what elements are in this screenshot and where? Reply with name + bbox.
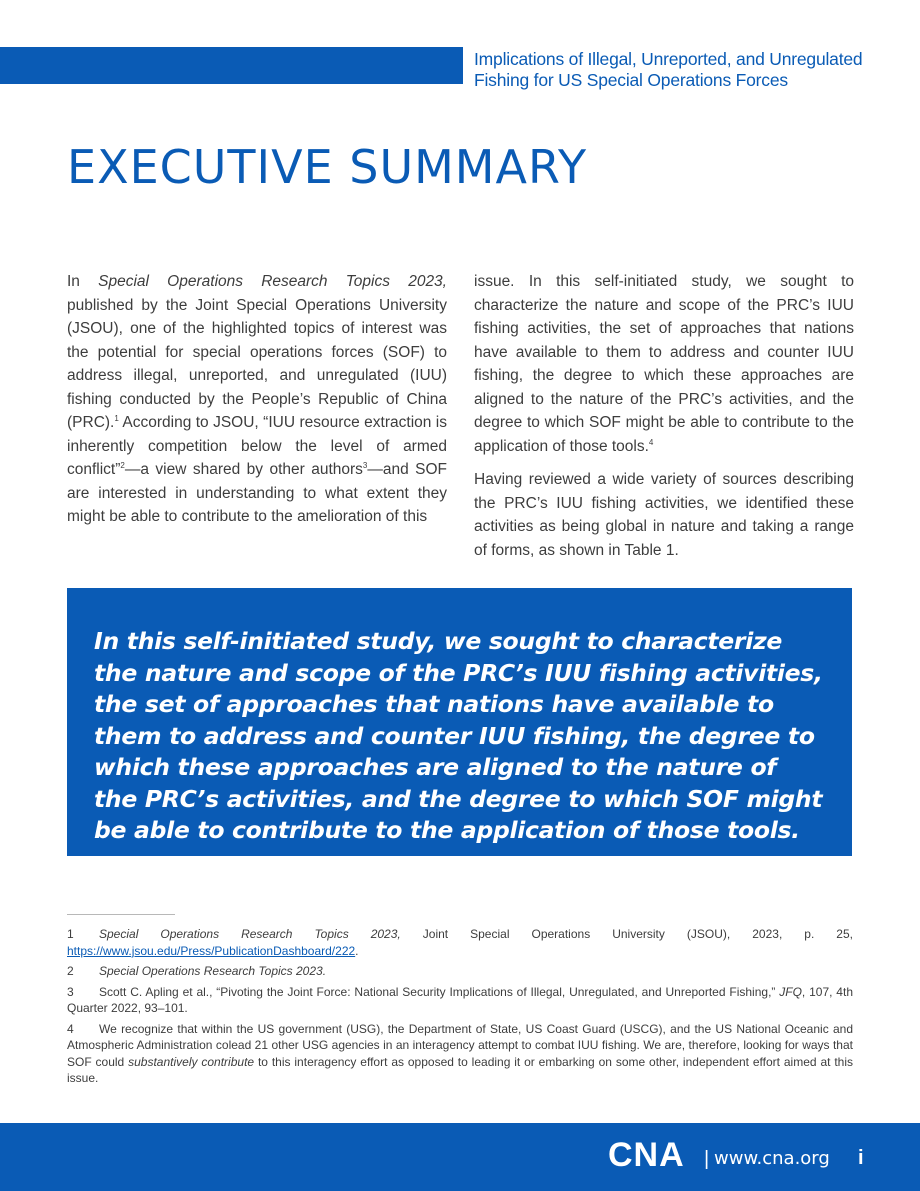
- body-paragraph-1: In Special Operations Research Topics 2023, published by the Joint Special Operations University (JSOU), one of the highlighted topics of interest was the potential for special operations forces (SOF) to address illegal, unreported, and unregulated (IUU) fishing conducted by the People’s Republic of China (PRC).$^1$ According to JSOU, “IUU resource extraction is inherently competition below the level of armed conflict”$^2$—a view shared by other authors$^3$—and SOF are interested in understanding to what extent they might be able to contribute to the amelioration of this: [67, 273, 448, 525]
- report-title: [474, 49, 894, 91]
- footnote-1-link[interactable]: https://www.jsou.edu/Press/PublicationDashboard/222: [67, 943, 356, 958]
- footnotes: [67, 926, 853, 1091]
- footnote-divider: [67, 914, 175, 915]
- footnote-2: 2 Special Operations Research Topics 2023.: [67, 964, 327, 978]
- body-column-right: [474, 270, 854, 572]
- cna-logo: CNA: [608, 1136, 685, 1174]
- footer-website-link[interactable]: www.cna.org: [714, 1148, 830, 1169]
- footnote-ref-4[interactable]: 4: [648, 437, 654, 447]
- footnote-ref-2[interactable]: 2: [120, 460, 125, 470]
- footnote-ref-3[interactable]: 3: [362, 460, 368, 470]
- footnote-3: 3 Scott C. Apling et al., “Pivoting the Joint Force: National Security Implications of Illegal, Unregulated, and Unreported Fishing,” JFQ, 107, 4th Quarter 2022, 93–101.: [67, 984, 853, 1015]
- footnote-1: 1 Special Operations Research Topics 2023, Joint Special Operations University (JSOU), 2023, p. 25, https://www.jsou.edu/Press/PublicationDashboard/222.: [67, 927, 853, 958]
- page-number: i: [858, 1147, 864, 1169]
- report-title-line-2: Fishing for US Special Operations Forces: [474, 70, 788, 90]
- report-title-line-1: Implications of Illegal, Unreported, and Unregulated: [474, 49, 863, 69]
- pull-quote-text: In this self-initiated study, we sought to characterize the nature and scope of the PRC’s IUU fishing activities, the set of approaches that nations have available to them to address and counter IUU fishing, the degree to which these approaches are aligned to the nature of the PRC’s activities, and the degree to which SOF might be able to contribute to the application of those tools.: [94, 627, 823, 844]
- header-accent-bar: [0, 47, 463, 84]
- page-heading: EXECUTIVE SUMMARY: [67, 140, 588, 194]
- footer-separator: |: [704, 1148, 710, 1170]
- body-column-left: [67, 270, 447, 539]
- body-paragraph-1-continued: issue. In this self-initiated study, we sought to characterize the nature and scope of the PRC’s IUU fishing activities, the set of approaches that nations have available to them to address and counter IUU fishing, the degree to which these approaches are aligned to the nature of the PRC’s activities, and the degree to which SOF might be able to contribute to the application of those tools.$^4$: [474, 273, 854, 455]
- footnote-ref-1[interactable]: 1: [114, 413, 119, 423]
- footnote-4: 4 We recognize that within the US government (USG), the Department of State, US Coast Guard (USCG), and the US National Oceanic and Atmospheric Administration colead 21 other USG agencies in an interagency attempt to combat IUU fishing. We are, therefore, looking for ways that SOF could substantively contribute to this interagency effort as opposed to leading it or embarking on some other, independent effort aimed at this issue.: [67, 1021, 854, 1085]
- body-paragraph-2: Having reviewed a wide variety of sources describing the PRC’s IUU fishing activities, we identified these activities as being global in nature and taking a range of forms, as shown in Table 1.: [474, 471, 854, 559]
- publication-title: Special Operations Research Topics 2023,: [98, 273, 447, 290]
- pull-quote-box: [67, 588, 852, 856]
